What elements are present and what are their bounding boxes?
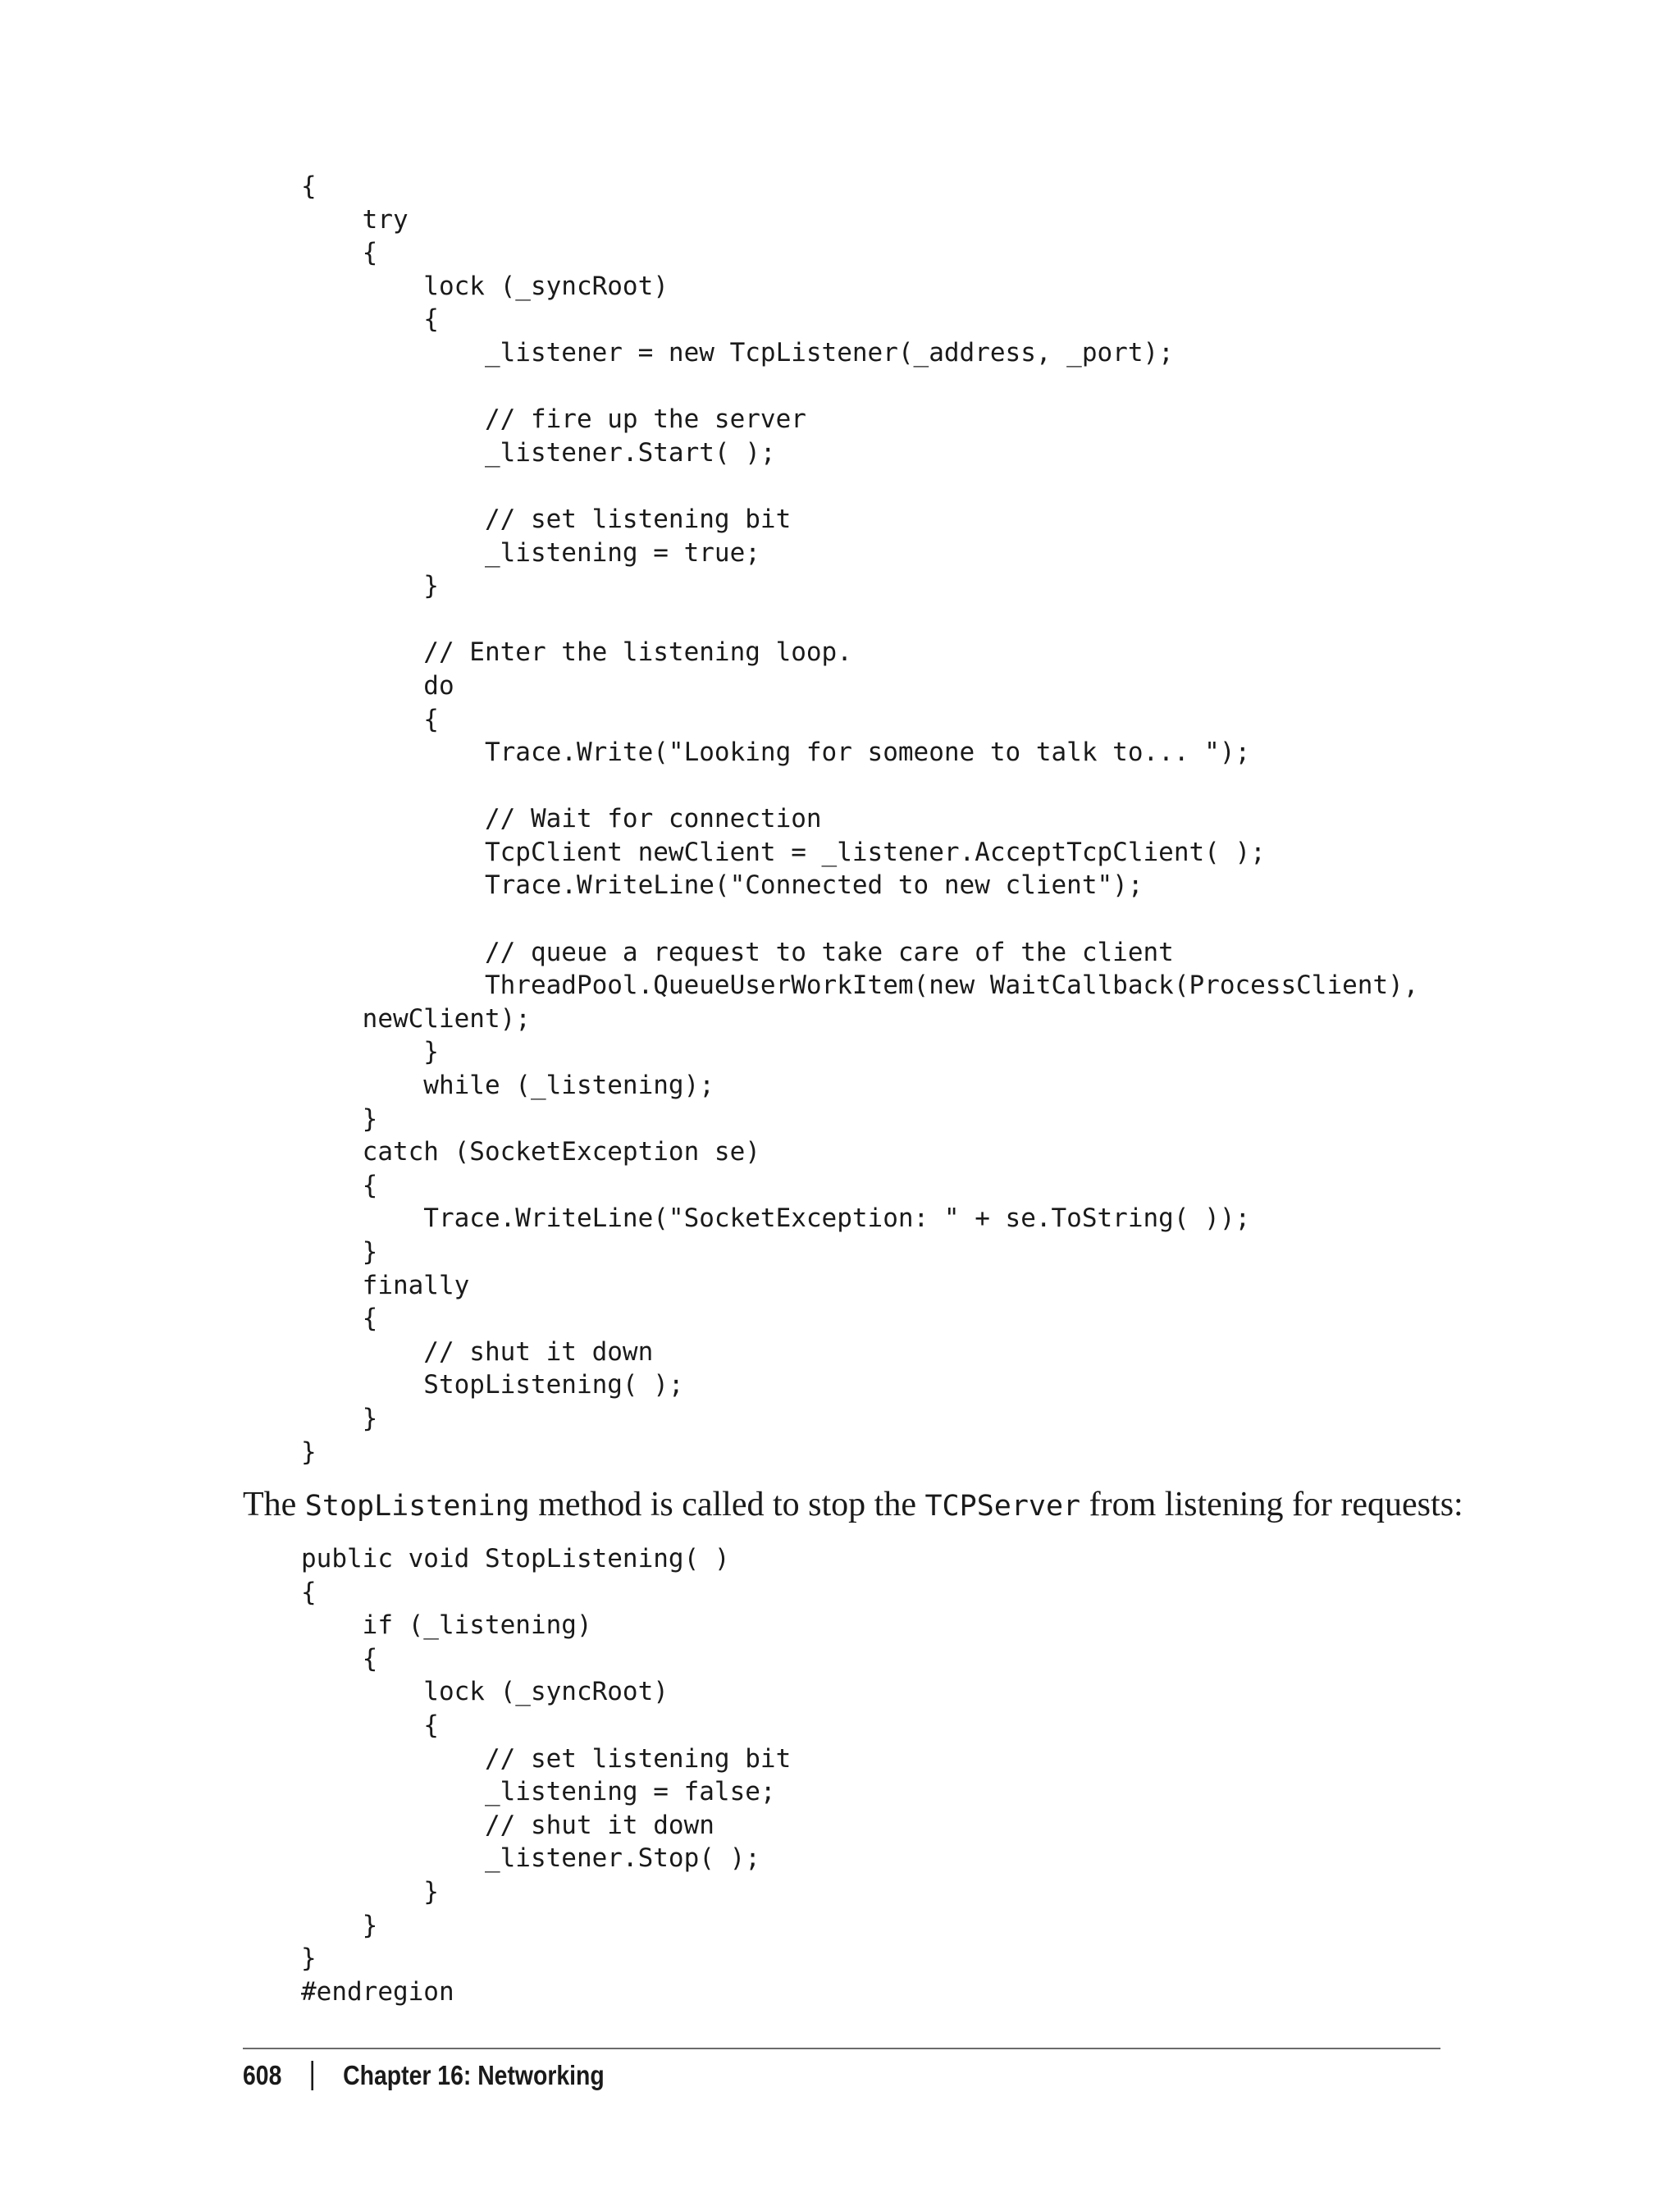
inline-code-stoplistening: StopListening bbox=[304, 1490, 530, 1523]
prose-text-3: from listening for requests: bbox=[1080, 1486, 1463, 1523]
page-footer bbox=[243, 2058, 605, 2094]
prose-text-2: method is called to stop the bbox=[529, 1486, 925, 1523]
chapter-title: Chapter 16: Networking bbox=[343, 2060, 605, 2090]
code-listing-stop-listening: public void StopListening( ) { if (_listening) { lock (_syncRoot) { // set listening bit _listening = false; // shut it down _listener.Stop( ); } } } #endregion bbox=[301, 1544, 792, 2007]
inline-code-tcpserver: TCPServer bbox=[924, 1490, 1081, 1523]
prose-text-1: The bbox=[243, 1486, 305, 1523]
code-listing-start-listening: { try { lock (_syncRoot) { _listener = new TcpListener(_address, _port); // fire up the server _listener.Start( ); // set listening bit _listening = true; } // Enter the listening loop. do { Trace.Write("Looking for someone to talk to... "); // Wait for connection TcpClient newClient = _listener.AcceptTcpClient( ); Trace.WriteLine("Connected to new client"); // queue a request to take care of the client ThreadPool.QueueUserWorkItem(new WaitCallback(ProcessClient), newClient); } while (_listening); } catch (SocketException se) { Trace.WriteLine("SocketException: " + se.ToString( )); } finally { // shut it down StopListening( ); } } bbox=[301, 171, 1419, 1467]
page-number: 608 bbox=[243, 2060, 282, 2090]
footer-divider bbox=[243, 2048, 1440, 2049]
footer-separator bbox=[311, 2061, 313, 2090]
body-paragraph bbox=[243, 1482, 1463, 1529]
